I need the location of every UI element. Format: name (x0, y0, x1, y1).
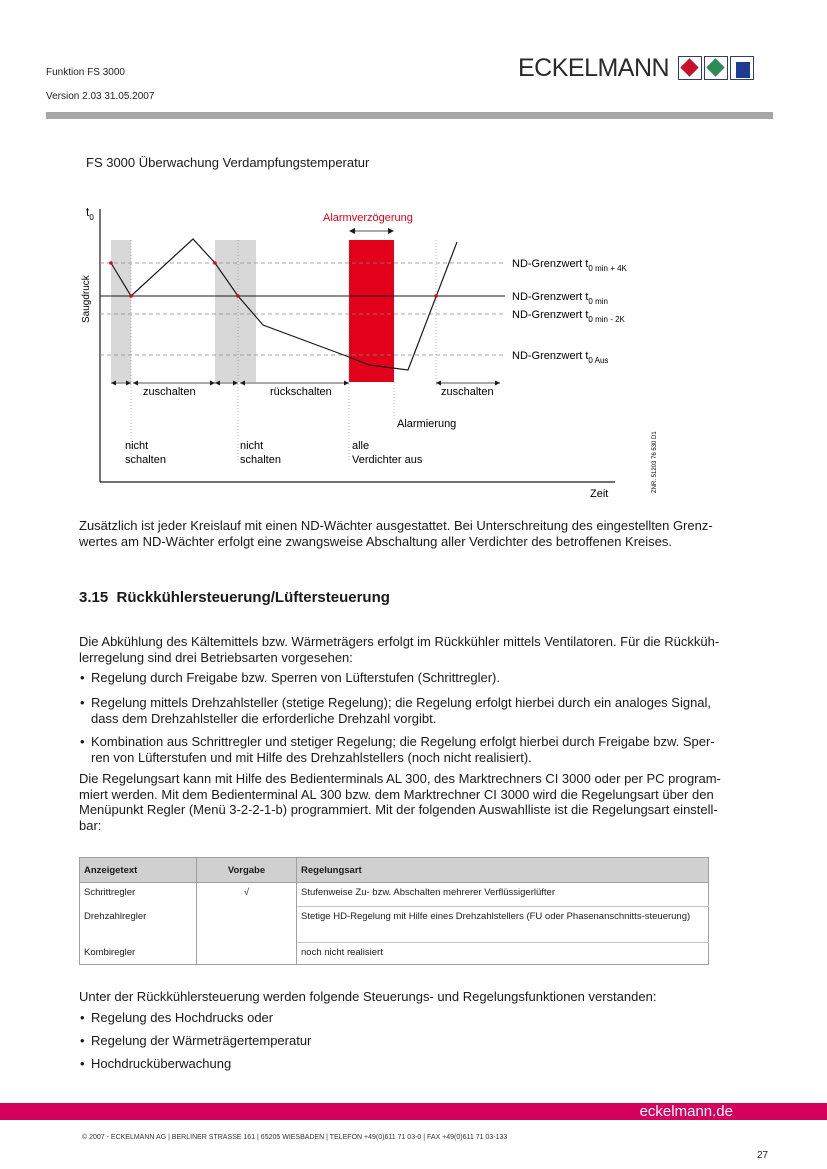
no-switch-zone-2 (215, 240, 256, 382)
paragraph-nd-waechter (79, 518, 779, 549)
threshold-label-1: ND-Grenzwert $t_{0 min + 4K}$ (512, 258, 627, 273)
bullet-icon: • (80, 1056, 85, 1071)
bullet-icon: • (80, 1010, 85, 1025)
text-line: Die Abkühlung des Kältemittels bzw. Wärmeträgers erfolgt im Rückkühler mittels Ventilatoren. Für die Rückküh- (79, 634, 720, 649)
figure-title: FS 3000 Überwachung Verdampfungstemperatur (86, 155, 370, 170)
phase-label-rueckschalten: rückschalten (270, 386, 332, 398)
table-row (80, 943, 709, 965)
note-3-line-2: Verdichter aus (352, 454, 423, 466)
text-line: wertes am ND-Wächter erfolgt eine zwangsweise Abschaltung aller Verdichter des betroffenen Kreises. (79, 533, 672, 549)
text-line: bar: (79, 817, 102, 833)
arrow-head (388, 228, 394, 234)
bullet-icon: • (80, 670, 85, 685)
phase-label-zuschalten-2: zuschalten (441, 386, 494, 398)
y-axis-symbol: $t_0$ (86, 205, 94, 222)
crossing-point (434, 294, 438, 298)
table-cell (197, 943, 297, 965)
arrow-head (349, 228, 355, 234)
column-header: Vorgabe (197, 858, 297, 883)
note-2-line-2: schalten (240, 454, 281, 466)
text-line: Zusätzlich ist jeder Kreislauf mit einen ND-Wächter ausgestattet. Bei Unterschreitung des eingestellten Grenz- (79, 518, 713, 533)
table-cell: √ (197, 883, 297, 907)
crossing-point (109, 261, 113, 265)
alarm-delay-label: Alarmverzögerung (323, 212, 413, 224)
header-divider (46, 112, 773, 119)
text-line: Regelung mittels Drehzahlsteller (stetige Regelung); die Regelung erfolgt hierbei durch ein analoges Signal, (91, 695, 712, 710)
column-header: Regelungsart (297, 858, 709, 883)
table-cell (197, 907, 297, 943)
paragraph-programming (79, 771, 779, 833)
y-axis-label: Saugdruck (81, 275, 92, 323)
table-header-row (80, 858, 709, 883)
paragraph-functions: Unter der Rückkühlersteuerung werden folgende Steuerungs- und Regelungsfunktionen verstanden: (79, 989, 657, 1004)
table-cell: Kombiregler (80, 943, 197, 965)
copyright-line: © 2007 - ECKELMANN AG | BERLINER STRASSE 161 | 65205 WIESBADEN | TELEFON +49(0)611 71 03-0 | FAX +49(0)611 71 03-133 (82, 1134, 508, 1141)
text-line: ren von Lüfterstufen und mit Hilfe des Drehzahlstellers (noch nicht realisiert). (91, 749, 532, 765)
section-heading (79, 589, 390, 606)
logo-red-square (678, 56, 702, 80)
table-cell: Schrittregler (80, 883, 197, 907)
threshold-label-2: ND-Grenzwert $t_{0 min}$ (512, 291, 608, 306)
footer-url-link[interactable]: eckelmann.de (639, 1103, 733, 1120)
regelungsart-table (79, 857, 709, 965)
alarmierung-label: Alarmierung (397, 418, 457, 430)
eckelmann-logo (518, 56, 758, 84)
crossing-point (213, 261, 217, 265)
crossing-point (129, 294, 133, 298)
list-item-text: Regelung der Wärmeträgertemperatur (91, 1033, 312, 1048)
table-row (80, 883, 709, 907)
logo-blue-square (730, 56, 754, 80)
footer-bar (0, 1103, 827, 1120)
table-cell: Drehzahlregler (80, 907, 197, 943)
text-line: Menüpunkt Regler (Menü 3-2-2-1-b) programmiert. Mit der folgenden Auswahlliste ist die Regelungsart einstell- (79, 802, 718, 817)
bullet-icon: • (80, 1033, 85, 1048)
table-cell: Stufenweise Zu- bzw. Abschalten mehrerer Verflüssigerlüfter (297, 883, 709, 907)
list-item-text: Hochdrucküberwachung (91, 1056, 232, 1071)
pressure-curve (111, 239, 457, 370)
column-header: Anzeigetext (80, 858, 197, 883)
header-title: Funktion FS 3000 (46, 67, 125, 78)
list-item-text: Regelung des Hochdrucks oder (91, 1010, 274, 1025)
text-line: Regelung durch Freigabe bzw. Sperren von Lüfterstufen (Schrittregler). (91, 670, 500, 685)
threshold-label-3: ND-Grenzwert $t_{0 min - 2K}$ (512, 309, 625, 324)
logo-green-square (704, 56, 728, 80)
text-line: lerregelung sind drei Betriebsarten vorgesehen: (79, 649, 353, 665)
alarm-delay-block (349, 240, 394, 382)
crossing-point (236, 294, 240, 298)
no-switch-zone-1 (111, 240, 131, 382)
threshold-label-4: ND-Grenzwert $t_{0 Aus}$ (512, 350, 609, 365)
text-line: miert werden. Mit dem Bedienterminal AL 300 bzw. dem Marktrechner CI 3000 wird die Regelungsart über den (79, 786, 714, 802)
note-2-line-1: nicht (240, 440, 264, 452)
phase-label-zuschalten: zuschalten (143, 386, 196, 398)
table-row (80, 907, 709, 943)
logo-text: ECKELMANN (518, 54, 670, 82)
section-title: Rückkühlersteuerung/Lüftersteuerung (116, 589, 390, 606)
text-line: Die Regelungsart kann mit Hilfe des Bedienterminals AL 300, des Marktrechners CI 3000 oder per PC program- (79, 771, 721, 786)
text-line: Kombination aus Schrittregler und stetiger Regelung; die Regelung erfolgt hierbei durch Freigabe bzw. Sper- (91, 734, 715, 749)
text-line: dass dem Drehzahlsteller die erforderliche Drehzahl vorgibt. (91, 710, 437, 726)
table-cell: Stetige HD-Regelung mit Hilfe eines Drehzahlstellers (FU oder Phasenanschnitts-steuerung) (297, 907, 709, 943)
note-1-line-2: schalten (125, 454, 166, 466)
bullet-icon: • (80, 695, 85, 710)
note-1-line-1: nicht (125, 440, 149, 452)
note-3-line-1: alle (352, 440, 370, 452)
x-axis-label: Zeit (590, 488, 609, 500)
paragraph-intro (79, 634, 779, 665)
header-version: Version 2.03 31.05.2007 (46, 91, 155, 102)
page-number: 27 (757, 1150, 769, 1161)
section-number: 3.15 (79, 589, 109, 606)
table-cell: noch nicht realisiert (297, 943, 709, 965)
znr-code: ZNR. 51203 76 530 D1 (652, 431, 658, 493)
bullet-icon: • (80, 734, 85, 749)
evaporation-temperature-diagram (70, 195, 670, 505)
